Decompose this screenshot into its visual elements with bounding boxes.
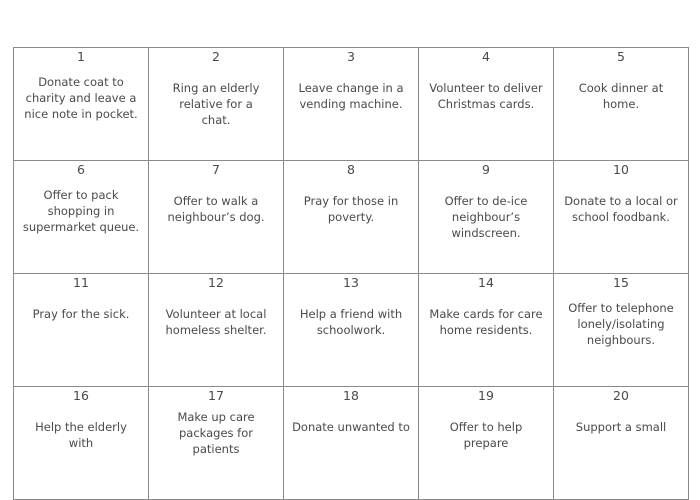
calendar-cell [419, 274, 554, 387]
day-number: 1 [77, 49, 85, 64]
day-activity: Offer to de-ice neighbour’s windscreen. [444, 194, 528, 240]
calendar-grid [13, 47, 689, 500]
day-activity: Offer to help prepare [449, 420, 523, 450]
day-number: 4 [482, 49, 490, 64]
day-activity: Offer to walk a neighbour’s dog. [167, 194, 265, 224]
day-number: 9 [482, 162, 490, 177]
day-number: 6 [77, 162, 85, 177]
day-number: 20 [613, 388, 629, 403]
day-number: 5 [617, 49, 625, 64]
calendar-cell [149, 48, 284, 161]
day-number: 8 [347, 162, 355, 177]
day-activity: Make cards for care home residents. [429, 307, 543, 337]
day-activity: Donate unwanted to [292, 420, 410, 434]
day-number: 2 [212, 49, 220, 64]
day-activity: Help a friend with schoolwork. [299, 307, 403, 337]
day-number: 3 [347, 49, 355, 64]
calendar-cell [284, 387, 419, 500]
day-number: 18 [343, 388, 359, 403]
calendar-cell [149, 161, 284, 274]
day-activity: Cook dinner at home. [578, 81, 664, 111]
day-number: 11 [73, 275, 89, 290]
day-activity: Support a small [575, 420, 667, 434]
day-number: 10 [613, 162, 629, 177]
calendar-cell [554, 48, 689, 161]
calendar-cell [554, 387, 689, 500]
day-activity: Ring an elderly relative for a chat. [172, 81, 260, 127]
calendar-cell [149, 387, 284, 500]
day-activity: Pray for the sick. [32, 307, 130, 321]
day-activity: Donate coat to charity and leave a nice note in pocket. [24, 75, 138, 121]
calendar-cell [14, 161, 149, 274]
day-number: 16 [73, 388, 89, 403]
day-number: 12 [208, 275, 224, 290]
day-activity: Offer to pack shopping in supermarket queue. [22, 188, 140, 234]
day-number: 17 [208, 388, 224, 403]
day-number: 15 [613, 275, 629, 290]
day-activity: Volunteer to deliver Christmas cards. [429, 81, 543, 111]
calendar-cell [284, 48, 419, 161]
calendar-cell [14, 387, 149, 500]
day-activity: Make up care packages for patients [177, 410, 255, 456]
calendar-cell [419, 48, 554, 161]
calendar-cell [149, 274, 284, 387]
day-activity: Pray for those in poverty. [303, 194, 399, 224]
day-number: 13 [343, 275, 359, 290]
calendar-cell [284, 274, 419, 387]
calendar-cell [284, 161, 419, 274]
day-activity: Volunteer at local homeless shelter. [165, 307, 267, 337]
calendar-cell [14, 274, 149, 387]
day-number: 7 [212, 162, 220, 177]
day-activity: Leave change in a vending machine. [298, 81, 404, 111]
day-activity: Donate to a local or school foodbank. [564, 194, 678, 224]
day-number: 19 [478, 388, 494, 403]
day-activity: Offer to telephone lonely/isolating neighbours. [568, 301, 674, 347]
calendar-cell [14, 48, 149, 161]
day-activity: Help the elderly with [35, 420, 127, 450]
day-number: 14 [478, 275, 494, 290]
calendar-cell [419, 387, 554, 500]
calendar-cell [419, 161, 554, 274]
calendar-cell [554, 161, 689, 274]
calendar-cell [554, 274, 689, 387]
